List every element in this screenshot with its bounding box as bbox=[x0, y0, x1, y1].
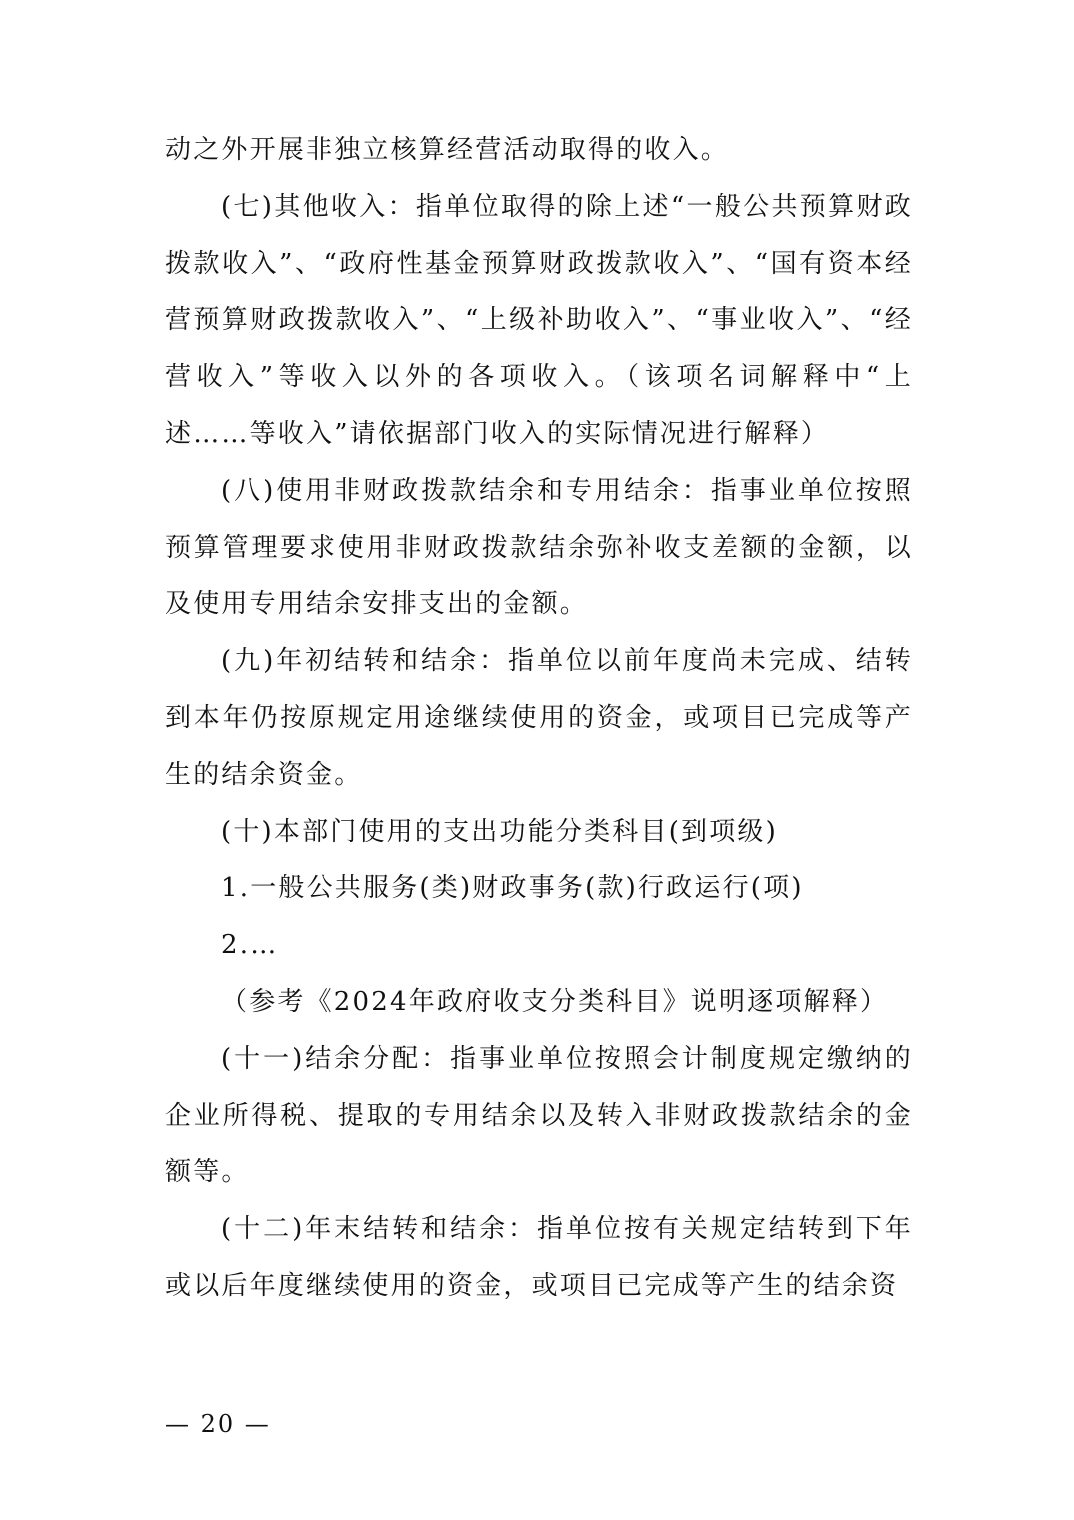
paragraph-expenditure-subjects: (十)本部门使用的支出功能分类科目(到项级) bbox=[221, 816, 778, 847]
paragraph-non-fiscal-surplus: (八)使用非财政拨款结余和专用结余：指事业单位按照预算管理要求使用非财政拨款结余弥补收支差额的金额，以及使用专用结余安排支出的金额。 bbox=[165, 475, 913, 620]
body-text bbox=[165, 122, 913, 1315]
paragraph-reference-note: （参考《2024年政府收支分类科目》说明逐项解释） bbox=[221, 986, 889, 1017]
paragraph-other-income: (七)其他收入：指单位取得的除上述“一般公共预算财政拨款收入”、“政府性基金预算财政拨款收入”、“国有资本经营预算财政拨款收入”、“上级补助收入”、“事业收入”、“经营收入”等收入以外的各项收入。（该项名词解释中“上述……等收入”请依据部门收入的实际情况进行解释） bbox=[165, 191, 913, 449]
list-item-2: 2.… bbox=[221, 930, 279, 961]
paragraph-continuation: 动之外开展非独立核算经营活动取得的收入。 bbox=[165, 135, 730, 165]
paragraph-closing-carryover: (十二)年末结转和结余：指单位按有关规定结转到下年或以后年度继续使用的资金，或项目已完成等产生的结余资 bbox=[165, 1214, 913, 1301]
page-number: — 20 — bbox=[165, 1410, 271, 1438]
paragraph-opening-carryover: (九)年初结转和结余：指单位以前年度尚未完成、结转到本年仍按原规定用途继续使用的资金，或项目已完成等产生的结余资金。 bbox=[165, 646, 913, 790]
paragraph-surplus-distribution: (十一)结余分配：指事业单位按照会计制度规定缴纳的企业所得税、提取的专用结余以及转入非财政拨款结余的金额等。 bbox=[165, 1043, 913, 1188]
list-item-1: 1.一般公共服务(类)财政事务(款)行政运行(项) bbox=[221, 873, 804, 904]
